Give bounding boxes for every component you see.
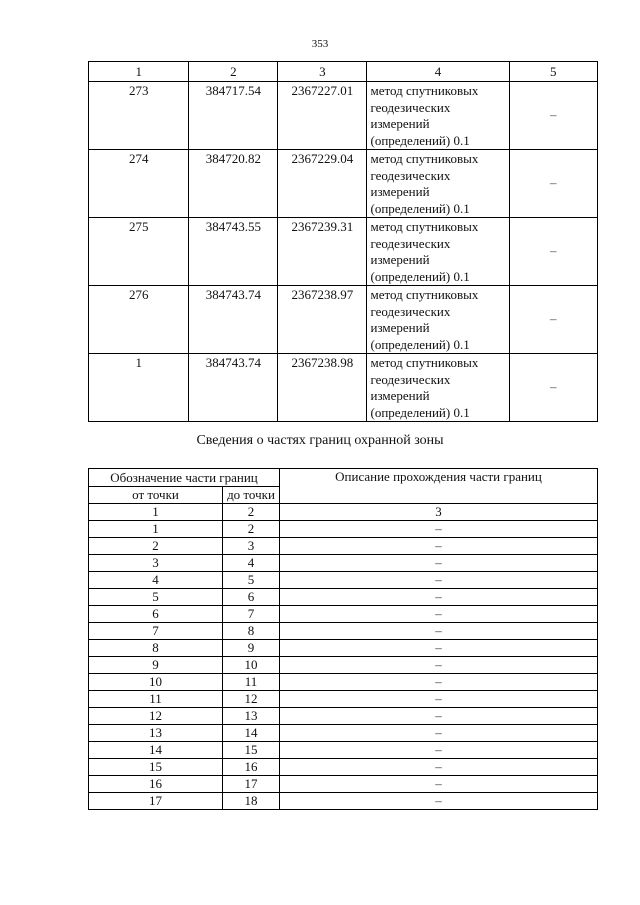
parts-body [89,521,598,810]
from-point: 7 [89,623,223,640]
from-point: 3 [89,555,223,572]
table-row [89,640,598,657]
method-description: метод спутниковых геодезических измерений (определений) 0.1 [367,150,509,218]
to-point: 16 [223,759,280,776]
point-number: 275 [89,218,189,286]
boundary-description: – [280,640,598,657]
table-row [89,691,598,708]
note: – [509,150,597,218]
header-boundary-designation: Обозначение части границ [89,469,280,487]
boundary-description: – [280,657,598,674]
coord-x: 384717.54 [189,82,278,150]
coordinates-header-row [89,62,598,82]
coord-x: 384743.55 [189,218,278,286]
boundary-description: – [280,555,598,572]
table-row [89,218,598,286]
coord-y: 2367238.97 [278,286,367,354]
note: – [509,82,597,150]
boundary-description: – [280,793,598,810]
method-description: метод спутниковых геодезических измерений (определений) 0.1 [367,82,509,150]
boundary-description: – [280,572,598,589]
table-row [89,606,598,623]
to-point: 3 [223,538,280,555]
header-col-5: 5 [509,62,597,82]
from-point: 6 [89,606,223,623]
from-point: 14 [89,742,223,759]
col-number-2: 2 [223,504,280,521]
boundary-description: – [280,742,598,759]
to-point: 7 [223,606,280,623]
boundary-description: – [280,606,598,623]
to-point: 8 [223,623,280,640]
to-point: 6 [223,589,280,606]
from-point: 2 [89,538,223,555]
table-row [89,674,598,691]
section-title: Сведения о частях границ охранной зоны [196,433,444,448]
from-point: 4 [89,572,223,589]
table-row [89,623,598,640]
table-row [89,776,598,793]
note: – [509,286,597,354]
table-row [89,759,598,776]
table-row [89,572,598,589]
note: – [509,354,597,422]
boundary-description: – [280,623,598,640]
boundary-description: – [280,521,598,538]
to-point: 11 [223,674,280,691]
from-point: 5 [89,589,223,606]
boundary-description: – [280,776,598,793]
boundary-parts-table [88,468,598,810]
table-row [89,555,598,572]
table-row [89,150,598,218]
table-row [89,742,598,759]
method-description: метод спутниковых геодезических измерений (определений) 0.1 [367,354,509,422]
from-point: 17 [89,793,223,810]
header-col-2: 2 [189,62,278,82]
from-point: 13 [89,725,223,742]
to-point: 17 [223,776,280,793]
to-point: 4 [223,555,280,572]
from-point: 10 [89,674,223,691]
point-number: 273 [89,82,189,150]
coord-x: 384743.74 [189,354,278,422]
method-description: метод спутниковых геодезических измерений (определений) 0.1 [367,286,509,354]
to-point: 18 [223,793,280,810]
table-row [89,589,598,606]
table-row [89,793,598,810]
coordinates-table [88,61,598,422]
table-row [89,521,598,538]
from-point: 9 [89,657,223,674]
boundary-description: – [280,708,598,725]
header-col-3: 3 [278,62,367,82]
to-point: 2 [223,521,280,538]
header-col-4: 4 [367,62,509,82]
boundary-description: – [280,691,598,708]
coord-y: 2367238.98 [278,354,367,422]
coord-y: 2367229.04 [278,150,367,218]
point-number: 274 [89,150,189,218]
from-point: 1 [89,521,223,538]
to-point: 9 [223,640,280,657]
col-number-3: 3 [280,504,598,521]
boundary-description: – [280,759,598,776]
from-point: 16 [89,776,223,793]
header-col-1: 1 [89,62,189,82]
from-point: 11 [89,691,223,708]
boundary-description: – [280,538,598,555]
to-point: 12 [223,691,280,708]
from-point: 12 [89,708,223,725]
table-row [89,538,598,555]
header-from-point: от точки [89,487,223,504]
from-point: 15 [89,759,223,776]
coord-x: 384743.74 [189,286,278,354]
coord-y: 2367227.01 [278,82,367,150]
parts-header-row [89,469,598,487]
to-point: 10 [223,657,280,674]
coord-y: 2367239.31 [278,218,367,286]
point-number: 276 [89,286,189,354]
coord-x: 384720.82 [189,150,278,218]
method-description: метод спутниковых геодезических измерений (определений) 0.1 [367,218,509,286]
col-number-1: 1 [89,504,223,521]
from-point: 8 [89,640,223,657]
to-point: 15 [223,742,280,759]
header-to-point: до точки [223,487,280,504]
boundary-description: – [280,674,598,691]
table-row [89,708,598,725]
header-boundary-description: Описание прохождения части границ [280,469,598,504]
table-row [89,657,598,674]
page-number: 353 [311,38,329,50]
boundary-description: – [280,589,598,606]
to-point: 14 [223,725,280,742]
parts-number-row [89,504,598,521]
to-point: 5 [223,572,280,589]
boundary-description: – [280,725,598,742]
table-row [89,82,598,150]
table-row [89,286,598,354]
table-row [89,354,598,422]
table-row [89,725,598,742]
note: – [509,218,597,286]
to-point: 13 [223,708,280,725]
point-number: 1 [89,354,189,422]
